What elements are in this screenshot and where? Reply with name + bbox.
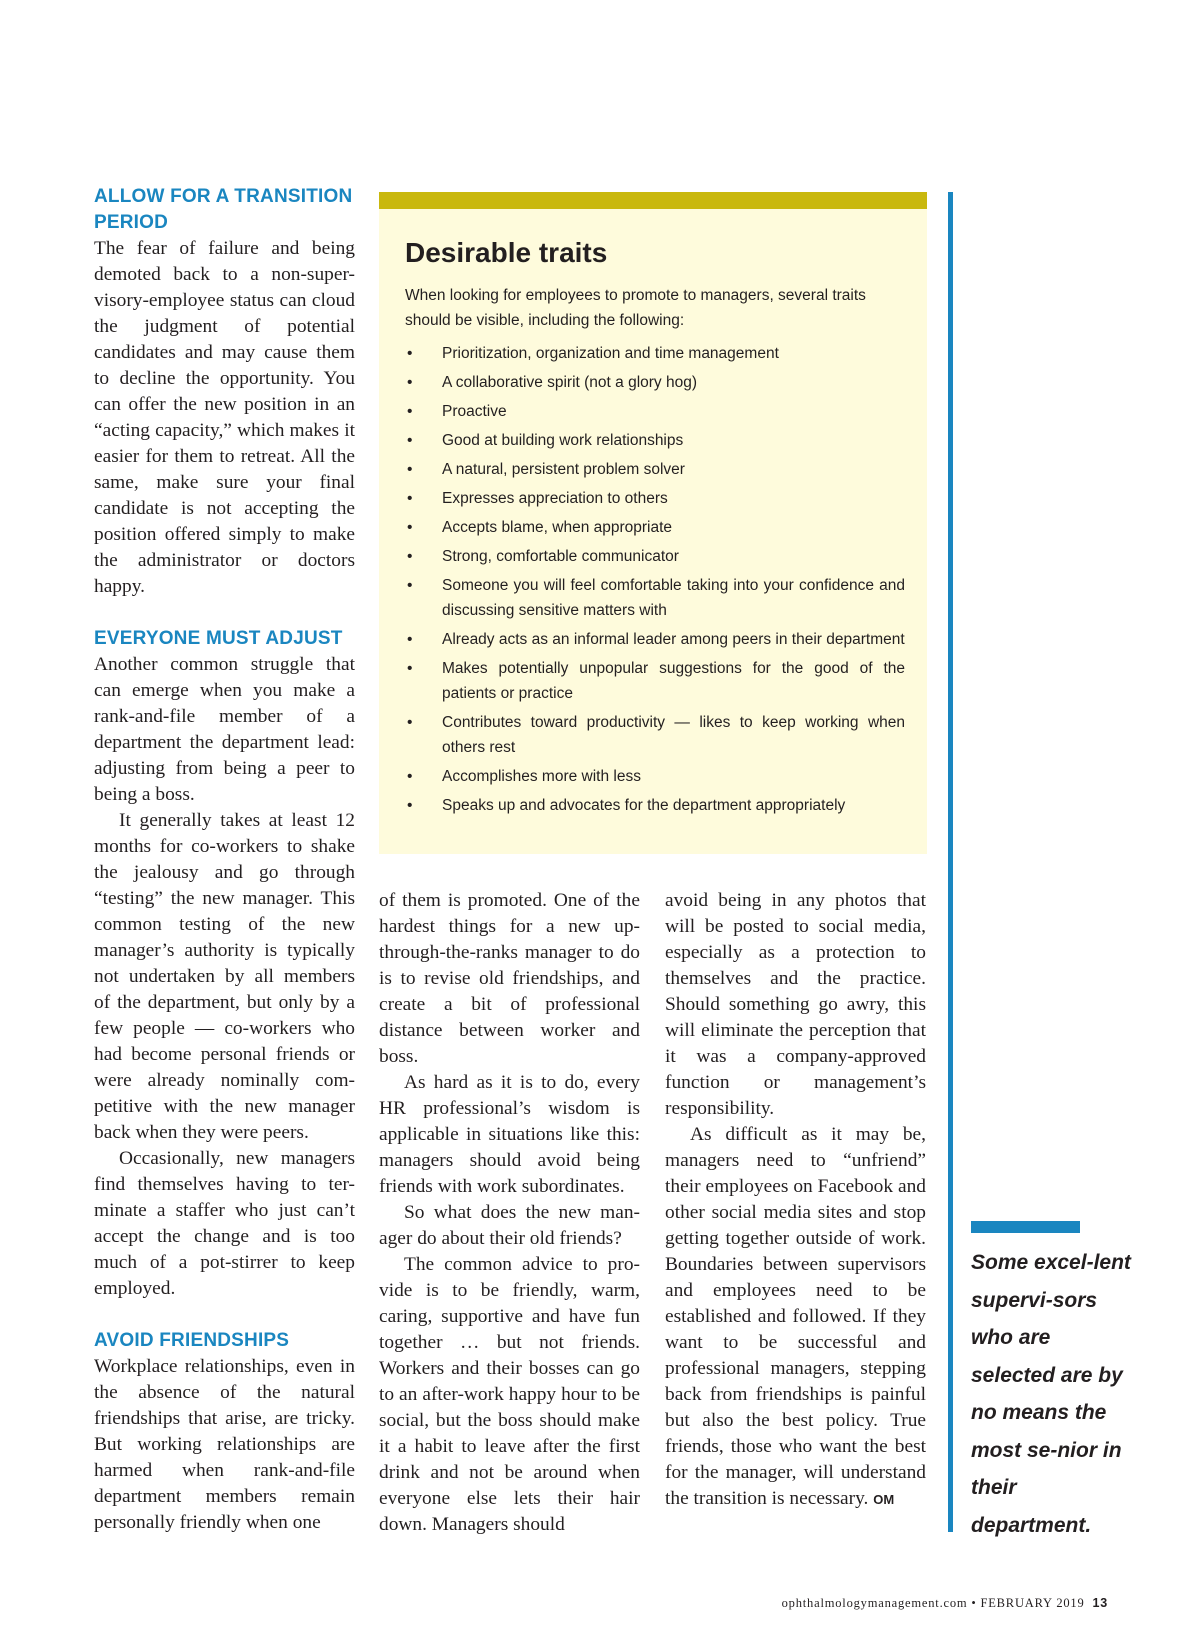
bullet-icon: • [407,432,413,449]
trait-item [405,457,905,482]
trait-item [405,515,905,540]
body-paragraph: Workplace relationships, even in the absence of the natural friendships that arise, are tricky. But working relationships are harmed when rank-and-file department members remain personally friendly when one [94,1356,355,1533]
body-paragraph: As hard as it is to do, every HR professional’s wisdom is applicable in situations like this: managers should avoid being friends with work subordinates. [379,1072,640,1197]
desirable-traits-sidebar [379,209,927,854]
trait-item [405,627,905,652]
trait-text: Someone you will feel comfortable taking into your confidence and discussing sensitive matters with [442,577,905,619]
trait-text: A collaborative spirit (not a glory hog) [442,374,698,391]
trait-item [405,341,905,366]
body-paragraph: It generally takes at least 12 months for co-workers to shake the jealousy and go through “testing” the new manager. This common testing of the new manager’s authority is typically not undertaken by all members of the department, but only by a few people — co-workers who had become personal friends or were already nominally com-petitive with the new manager back when they were peers. [94,810,355,1143]
trait-text: Prioritization, organization and time management [442,345,779,362]
trait-item [405,544,905,569]
trait-text: Speaks up and advocates for the department appropriately [442,797,846,814]
trait-text: Good at building work relationships [442,432,684,449]
trait-text: A natural, persistent problem solver [442,461,685,478]
bullet-icon: • [407,714,413,731]
trait-item [405,793,905,818]
closing-text: As difficult as it may be, managers need to “unfriend” their employees on Facebook and other social media sites and stop getting together outside of work. Boundaries between supervisors and employees need to be established and followed. If they want to be successful and professional managers, stepping back from friendships is painful but also the best policy. True friends, those who want the best for the manager, will understand the transition is necessary. [665,1124,926,1509]
trait-text: Makes potentially unpopular suggestions for the good of the patients or practice [442,660,905,702]
trait-text: Expresses appreciation to others [442,490,668,507]
trait-item [405,710,905,760]
body-paragraph: So what does the new man-ager do about their old friends? [379,1202,640,1249]
sidebar-title: Desirable traits [405,237,608,268]
section-heading-friendships: AVOID FRIENDSHIPS [94,1330,290,1351]
section-heading-adjust: EVERYONE MUST ADJUST [94,628,343,649]
page-number: 13 [1092,1596,1108,1610]
trait-text: Accomplishes more with less [442,768,641,785]
trait-item [405,656,905,706]
body-paragraph: The common advice to pro-vide is to be friendly, warm, caring, supportive and have fun together … but not friends. Workers and their bosses can go to an after-work happy hour to be social, but the boss should make it a habit to leave after the first drink and not be around when everyone else lets their hair down. Managers should [379,1254,640,1535]
bullet-icon: • [407,577,413,594]
bullet-icon: • [407,374,413,391]
trait-item [405,370,905,395]
bullet-icon: • [407,403,413,420]
vertical-rule [948,192,953,1532]
footer-separator: • [971,1596,977,1610]
heading-line-2: PERIOD [94,212,169,233]
body-paragraph: The fear of failure and being demoted back to a non-super-visory-employee status can cloud the judgment of potential candidates and may cause them to decline the opportunity. You can offer the new position in an “acting capacity,” which makes it easier for them to retreat. All the same, make sure your final candidate is not accepting the position offered simply to make the administrator or doctors happy. [94,238,355,597]
article-column-3 [665,888,926,1513]
sidebar-accent-bar [379,192,927,209]
traits-list [405,341,905,822]
bullet-icon: • [407,461,413,478]
trait-item [405,573,905,623]
heading-line-1: ALLOW FOR A TRANSITION [94,186,353,207]
bullet-icon: • [407,631,413,648]
footer-site: ophthalmologymanagement.com [781,1596,968,1610]
article-column-1 [94,184,355,1536]
footer-issue: FEBRUARY 2019 [980,1596,1085,1610]
trait-text: Contributes toward productivity — likes to keep working when others rest [442,714,905,756]
body-paragraph [665,1122,926,1513]
pull-quote-bar [971,1221,1080,1233]
section-heading-transition [94,184,355,236]
article-column-2 [379,888,640,1538]
trait-item [405,486,905,511]
bullet-icon: • [407,345,413,362]
pull-quote: Some excel-lent supervi-sors who are selected are by no means the most se-nior in their department. [971,1251,1131,1537]
bullet-icon: • [407,519,413,536]
body-paragraph: avoid being in any photos that will be posted to social media, especially as a protection to themselves and the practice. Should something go awry, this will eliminate the perception that it was a company-approved function or management’s responsibility. [665,890,926,1119]
trait-item [405,428,905,453]
page-footer [782,1596,1108,1611]
body-paragraph: of them is promoted. One of the hardest things for a new up-through-the-ranks manager to do is to revise old friendships, and create a bit of professional distance between worker and boss. [379,890,640,1067]
trait-item [405,399,905,424]
sidebar-intro: When looking for employees to promote to managers, several traits should be visible, including the following: [405,287,866,329]
body-paragraph: Another common struggle that can emerge when you make a rank-and-file member of a department the department lead: adjusting from being a peer to being a boss. [94,654,355,805]
trait-item [405,764,905,789]
trait-text: Proactive [442,403,507,420]
bullet-icon: • [407,797,413,814]
trait-text: Strong, comfortable communicator [442,548,679,565]
bullet-icon: • [407,768,413,785]
bullet-icon: • [407,660,413,677]
trait-text: Already acts as an informal leader among peers in their department [442,631,905,648]
bullet-icon: • [407,548,413,565]
bullet-icon: • [407,490,413,507]
end-mark: OM [873,1492,895,1507]
body-paragraph: Occasionally, new managers find themselves having to ter-minate a staffer who just can’t accept the change and is too much of a pot-stirrer to keep employed. [94,1148,355,1299]
trait-text: Accepts blame, when appropriate [442,519,673,536]
